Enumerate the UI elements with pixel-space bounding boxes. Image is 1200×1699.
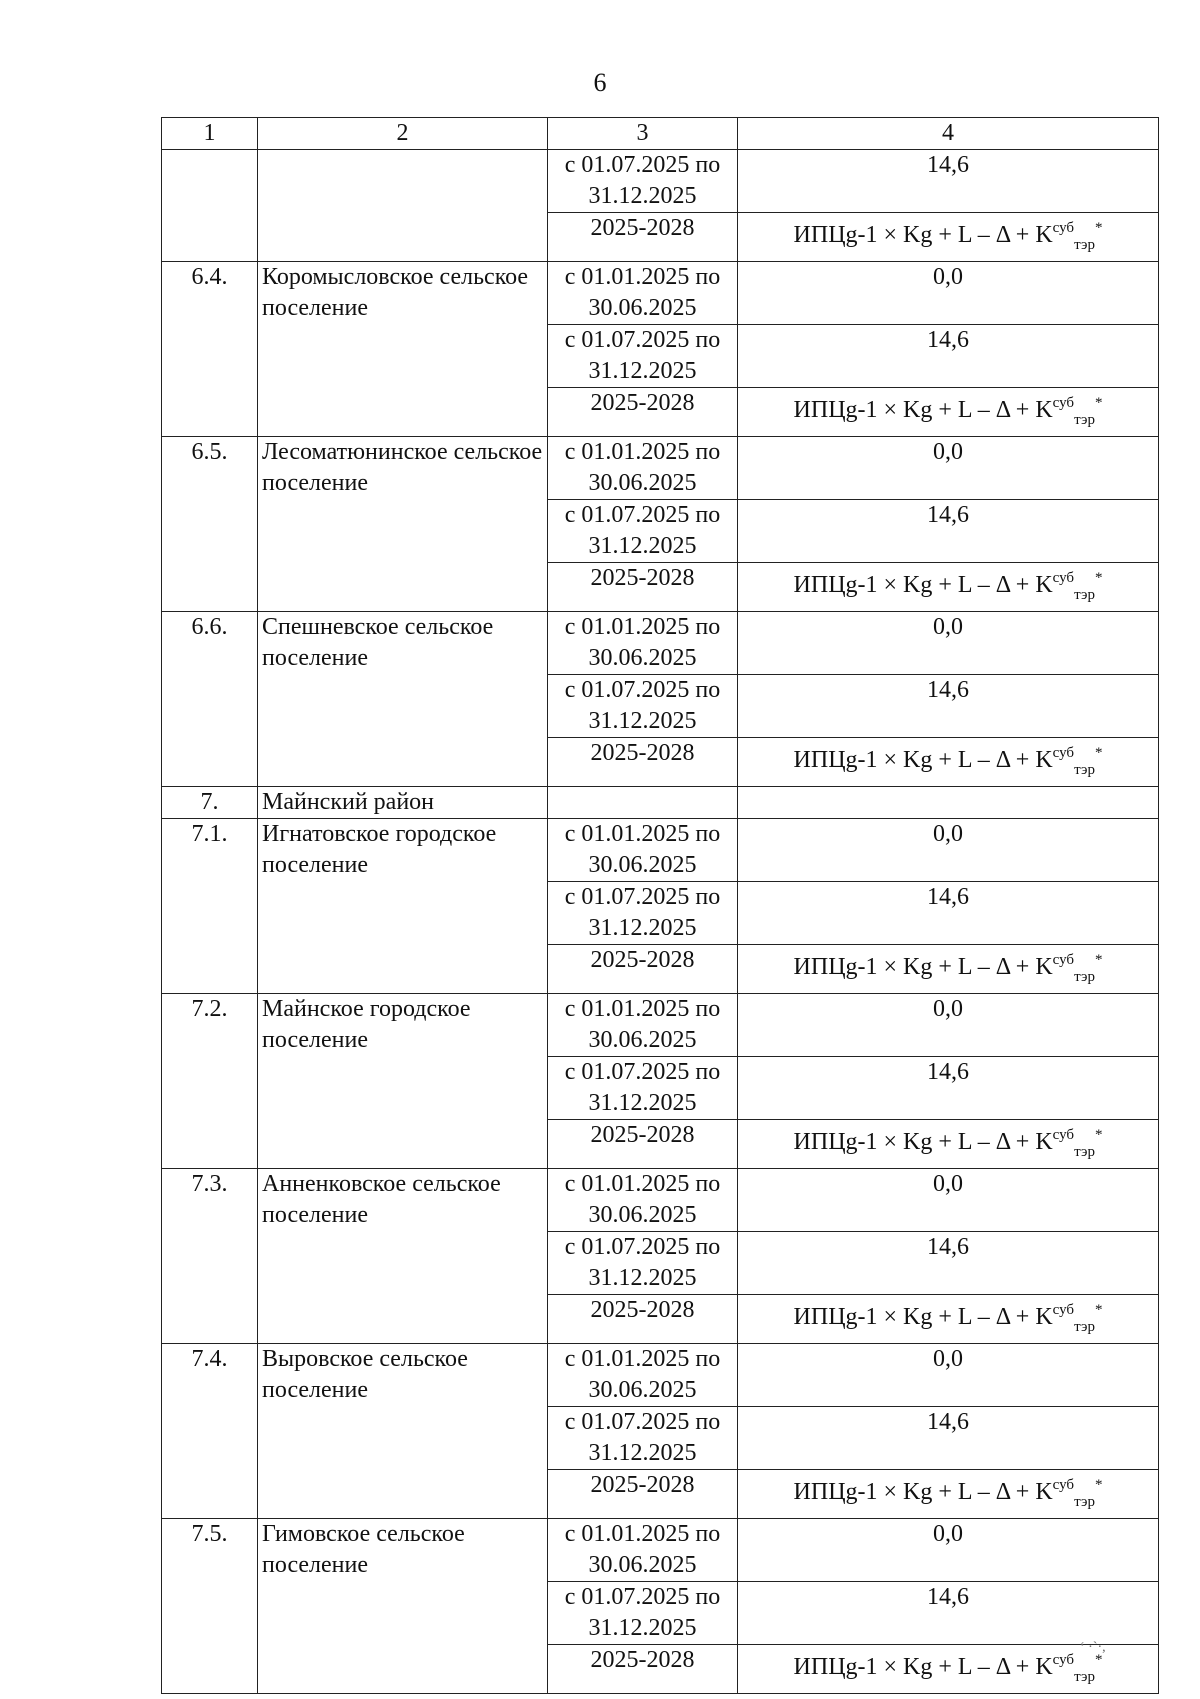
period-cell: с 01.01.2025 по 30.06.2025 (548, 262, 738, 325)
period-cell: с 01.07.2025 по 31.12.2025 (548, 882, 738, 945)
value-cell: 14,6 (738, 675, 1159, 738)
formula-footnote-mark: * (1094, 952, 1103, 968)
settlement-name: Гимовское сельское поселение (258, 1519, 548, 1694)
period-cell: с 01.07.2025 по 31.12.2025 (548, 1407, 738, 1470)
formula-main: ИПЦg-1 × Kg + L – Δ + K (793, 747, 1053, 773)
formula-footnote-mark: * (1094, 1302, 1103, 1318)
settlement-name: Майнское городское поселение (258, 994, 548, 1169)
formula-footnote-mark: * (1094, 1477, 1103, 1493)
table-row (162, 994, 1159, 1057)
table-row (162, 787, 1159, 819)
period-cell: с 01.07.2025 по 31.12.2025 (548, 1582, 738, 1645)
formula-cell (738, 1120, 1159, 1169)
formula-superscript: суб (1052, 745, 1075, 761)
formula-subscript: тэр (1074, 1494, 1095, 1510)
period-cell: 2025-2028 (548, 1470, 738, 1519)
period-cell: 2025-2028 (548, 945, 738, 994)
formula-superscript: суб (1052, 220, 1075, 236)
settlement-name: Майнский район (258, 787, 548, 819)
formula-footnote-mark: * (1094, 1127, 1103, 1143)
value-cell: 14,6 (738, 1407, 1159, 1470)
formula-cell (738, 738, 1159, 787)
formula-main: ИПЦg-1 × Kg + L – Δ + K (793, 1479, 1053, 1505)
formula-subscript: тэр (1074, 762, 1095, 778)
value-cell: 14,6 (738, 325, 1159, 388)
formula-subscript: тэр (1074, 237, 1095, 253)
formula-subscript: тэр (1074, 412, 1095, 428)
period-cell: с 01.07.2025 по 31.12.2025 (548, 1232, 738, 1295)
formula-superscript: суб (1052, 952, 1075, 968)
value-cell: 0,0 (738, 1169, 1159, 1232)
value-cell: 14,6 (738, 1582, 1159, 1645)
settlement-name (258, 150, 548, 262)
settlement-name: Выровское сельское поселение (258, 1344, 548, 1519)
formula-superscript: суб (1052, 1477, 1075, 1493)
period-cell: с 01.01.2025 по 30.06.2025 (548, 994, 738, 1057)
row-number: 6.4. (162, 262, 258, 437)
period-cell: 2025-2028 (548, 738, 738, 787)
settlement-name: Анненковское сельское поселение (258, 1169, 548, 1344)
value-cell: 14,6 (738, 500, 1159, 563)
period-cell: с 01.01.2025 по 30.06.2025 (548, 1169, 738, 1232)
period-cell: с 01.01.2025 по 30.06.2025 (548, 819, 738, 882)
value-cell (738, 787, 1159, 819)
formula-superscript: суб (1052, 1652, 1075, 1668)
value-cell: 0,0 (738, 994, 1159, 1057)
formula-main: ИПЦg-1 × Kg + L – Δ + K (793, 1129, 1053, 1155)
formula-subscript: тэр (1074, 587, 1095, 603)
formula-footnote-mark: * (1094, 570, 1103, 586)
formula-main: ИПЦg-1 × Kg + L – Δ + K (793, 397, 1053, 423)
table-row (162, 150, 1159, 213)
row-number: 7.4. (162, 1344, 258, 1519)
formula-superscript: суб (1052, 1302, 1075, 1318)
table-row (162, 1169, 1159, 1232)
row-number: 7.1. (162, 819, 258, 994)
period-cell: 2025-2028 (548, 213, 738, 262)
period-cell: 2025-2028 (548, 388, 738, 437)
formula-subscript: тэр (1074, 1319, 1095, 1335)
row-number: 7.5. (162, 1519, 258, 1694)
settlement-name: Лесоматюнинское сельское поселение (258, 437, 548, 612)
period-cell: 2025-2028 (548, 1295, 738, 1344)
period-cell: с 01.07.2025 по 31.12.2025 (548, 1057, 738, 1120)
value-cell: 14,6 (738, 150, 1159, 213)
formula-main: ИПЦg-1 × Kg + L – Δ + K (793, 222, 1053, 248)
table-row (162, 612, 1159, 675)
table-row (162, 1519, 1159, 1582)
settlement-name: Спешневское сельское поселение (258, 612, 548, 787)
value-cell: 0,0 (738, 1344, 1159, 1407)
header-cell-4: 4 (738, 118, 1159, 150)
period-cell: с 01.01.2025 по 30.06.2025 (548, 612, 738, 675)
formula-subscript: тэр (1074, 1144, 1095, 1160)
row-number: 7.2. (162, 994, 258, 1169)
formula-footnote-mark: * (1094, 1652, 1103, 1668)
period-cell: с 01.07.2025 по 31.12.2025 (548, 675, 738, 738)
row-number (162, 150, 258, 262)
formula-main: ИПЦg-1 × Kg + L – Δ + K (793, 572, 1053, 598)
header-row (162, 118, 1159, 150)
period-cell: с 01.07.2025 по 31.12.2025 (548, 150, 738, 213)
row-number: 7. (162, 787, 258, 819)
period-cell: 2025-2028 (548, 1645, 738, 1694)
table-row (162, 437, 1159, 500)
header-cell-1: 1 (162, 118, 258, 150)
formula-cell (738, 213, 1159, 262)
value-cell: 0,0 (738, 437, 1159, 500)
table-row (162, 1344, 1159, 1407)
period-cell (548, 787, 738, 819)
row-number: 6.6. (162, 612, 258, 787)
value-cell: 0,0 (738, 819, 1159, 882)
table-body (162, 118, 1159, 1694)
table-row (162, 262, 1159, 325)
period-cell: с 01.07.2025 по 31.12.2025 (548, 500, 738, 563)
period-cell: с 01.01.2025 по 30.06.2025 (548, 437, 738, 500)
value-cell: 14,6 (738, 882, 1159, 945)
formula-superscript: суб (1052, 570, 1075, 586)
formula-cell (738, 563, 1159, 612)
row-number: 7.3. (162, 1169, 258, 1344)
formula-footnote-mark: * (1094, 220, 1103, 236)
formula-cell (738, 1470, 1159, 1519)
formula-footnote-mark: * (1094, 745, 1103, 761)
formula-superscript: суб (1052, 395, 1075, 411)
formula-superscript: суб (1052, 1127, 1075, 1143)
period-cell: с 01.01.2025 по 30.06.2025 (548, 1344, 738, 1407)
formula-main: ИПЦg-1 × Kg + L – Δ + K (793, 1304, 1053, 1330)
value-cell: 14,6 (738, 1232, 1159, 1295)
formula-cell (738, 388, 1159, 437)
settlement-name: Коромысловское сельское поселение (258, 262, 548, 437)
scan-marks: ‘ ·`·, (1080, 1640, 1106, 1655)
row-number: 6.5. (162, 437, 258, 612)
formula-cell (738, 1295, 1159, 1344)
period-cell: с 01.07.2025 по 31.12.2025 (548, 325, 738, 388)
formula-subscript: тэр (1074, 969, 1095, 985)
header-cell-3: 3 (548, 118, 738, 150)
period-cell: с 01.01.2025 по 30.06.2025 (548, 1519, 738, 1582)
formula-subscript: тэр (1074, 1669, 1095, 1685)
formula-footnote-mark: * (1094, 395, 1103, 411)
value-cell: 0,0 (738, 612, 1159, 675)
period-cell: 2025-2028 (548, 1120, 738, 1169)
value-cell: 0,0 (738, 1519, 1159, 1582)
period-cell: 2025-2028 (548, 563, 738, 612)
page-number: 6 (593, 68, 607, 97)
formula-main: ИПЦg-1 × Kg + L – Δ + K (793, 954, 1053, 980)
value-cell: 14,6 (738, 1057, 1159, 1120)
formula-cell (738, 945, 1159, 994)
settlement-name: Игнатовское городское поселение (258, 819, 548, 994)
tariff-table (161, 117, 1159, 1694)
formula-main: ИПЦg-1 × Kg + L – Δ + K (793, 1654, 1053, 1680)
value-cell: 0,0 (738, 262, 1159, 325)
header-cell-2: 2 (258, 118, 548, 150)
table-row (162, 819, 1159, 882)
